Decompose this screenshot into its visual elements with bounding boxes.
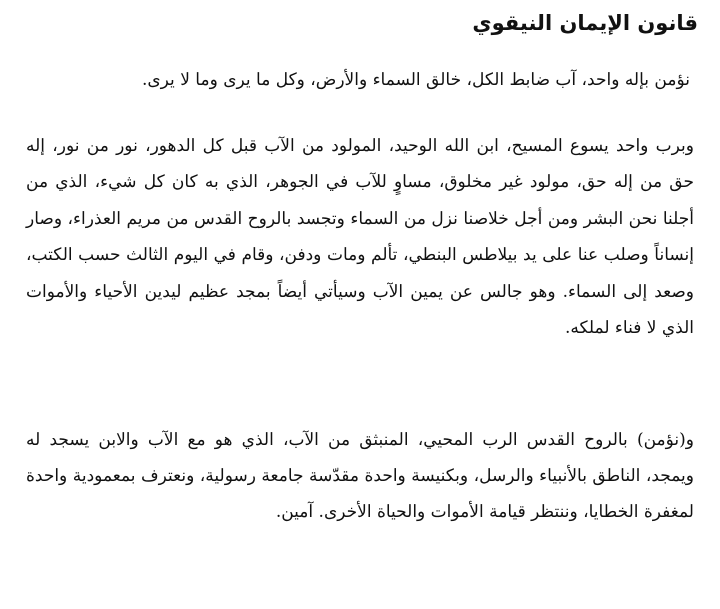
document-title: قانون الإيمان النيقوي xyxy=(472,11,698,35)
paragraph-holy-spirit: و(نؤمن) بالروح القدس الرب المحيي، المنبثق من الآب، الذي هو مع الآب والابن يسجد له ويمجد، الناطق بالأنبياء والرسل، وبكنيسة واحدة مقدّسة جامعة رسولية، ونعترف بمعمودية واحدة لمغفرة الخطايا، وننتظر قيامة الأموات والحياة الأخرى. آمين. xyxy=(26,430,694,523)
paragraph-son: وبرب واحد يسوع المسيح، ابن الله الوحيد، المولود من الآب قبل كل الدهور، نور من نور، إله حق من إله حق، مولود غير مخلوق، مساوٍ للآب في الجوهر، الذي به كان كل شيء، الذي من أجلنا نحن البشر ومن أجل خلاصنا نزل من السماء وتجسد بالروح القدس من مريم العذراء، وصار إنساناً وصلب عنا على يد بيلاطس البنطي، تألم ومات ودفن، وقام في اليوم الثالث حسب الكتب، وصعد إلى السماء. وهو جالس عن يمين الآب وسيأتي أيضاً بمجد عظيم ليدين الأحياء والأموات الذي لا فناء لملكه. xyxy=(26,136,694,339)
paragraph-father: نؤمن بإله واحد، آب ضابط الكل، خالق السماء والأرض، وكل ما يرى وما لا يرى. xyxy=(141,70,690,90)
